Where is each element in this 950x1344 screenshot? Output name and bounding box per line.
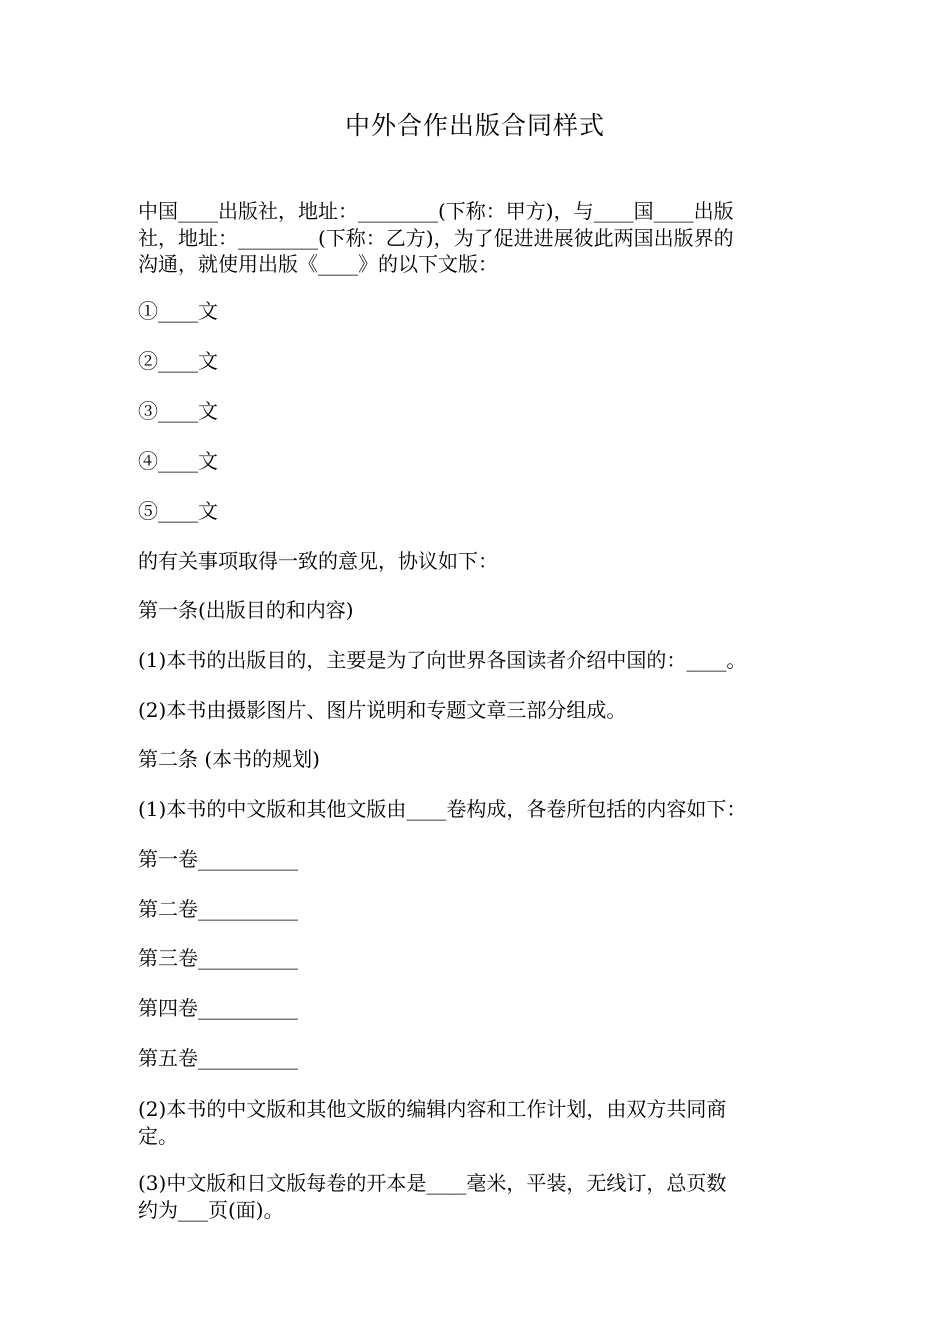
volume-1: 第一卷__________	[138, 847, 298, 871]
language-item-5: ⑤____文	[138, 499, 218, 523]
volume-5: 第五卷__________	[138, 1046, 298, 1070]
article-2-item-2-line-1: (2)本书的中文版和其他文版的编辑内容和工作计划，由双方共同商	[138, 1097, 727, 1121]
volume-3: 第三卷__________	[138, 946, 298, 970]
language-item-4: ④____文	[138, 449, 218, 473]
article-1-item-2: (2)本书由摄影图片、图片说明和专题文章三部分组成。	[138, 698, 627, 722]
article-1-item-1: (1)本书的出版目的，主要是为了向世界各国读者介绍中国的：____。	[138, 648, 747, 672]
language-item-1: ①____文	[138, 299, 218, 323]
volume-4: 第四卷__________	[138, 996, 298, 1020]
intro-paragraph	[138, 198, 818, 278]
agreement-line: 的有关事项取得一致的意见，协议如下：	[138, 549, 498, 573]
article-2-heading: 第二条 (本书的规划)	[138, 747, 320, 771]
article-2-item-3-line-1: (3)中文版和日文版每卷的开本是____毫米，平装，无线订，总页数	[138, 1171, 727, 1195]
document-title: 中外合作出版合同样式	[344, 111, 605, 140]
volume-2: 第二卷__________	[138, 897, 298, 921]
article-2-item-1: (1)本书的中文版和其他文版由____卷构成，各卷所包括的内容如下：	[138, 797, 747, 821]
article-1-heading: 第一条(出版目的和内容)	[138, 598, 354, 622]
language-item-2: ②____文	[138, 349, 218, 373]
intro-line-3: 沟通，就使用出版《____》的以下文版：	[138, 252, 498, 276]
article-2-item-3-line-2: 约为___页(面)。	[138, 1197, 284, 1222]
intro-line-1: 中国____出版社，地址：________(下称：甲方)，与____国____出版	[138, 199, 734, 223]
language-item-3: ③____文	[138, 399, 218, 423]
intro-line-2: 社，地址：________(下称：乙方)，为了促进进展彼此两国出版界的	[138, 225, 734, 250]
article-2-item-2-line-2: 定。	[138, 1123, 178, 1148]
article-2-item-3	[138, 1170, 818, 1223]
article-2-item-2	[138, 1096, 818, 1149]
